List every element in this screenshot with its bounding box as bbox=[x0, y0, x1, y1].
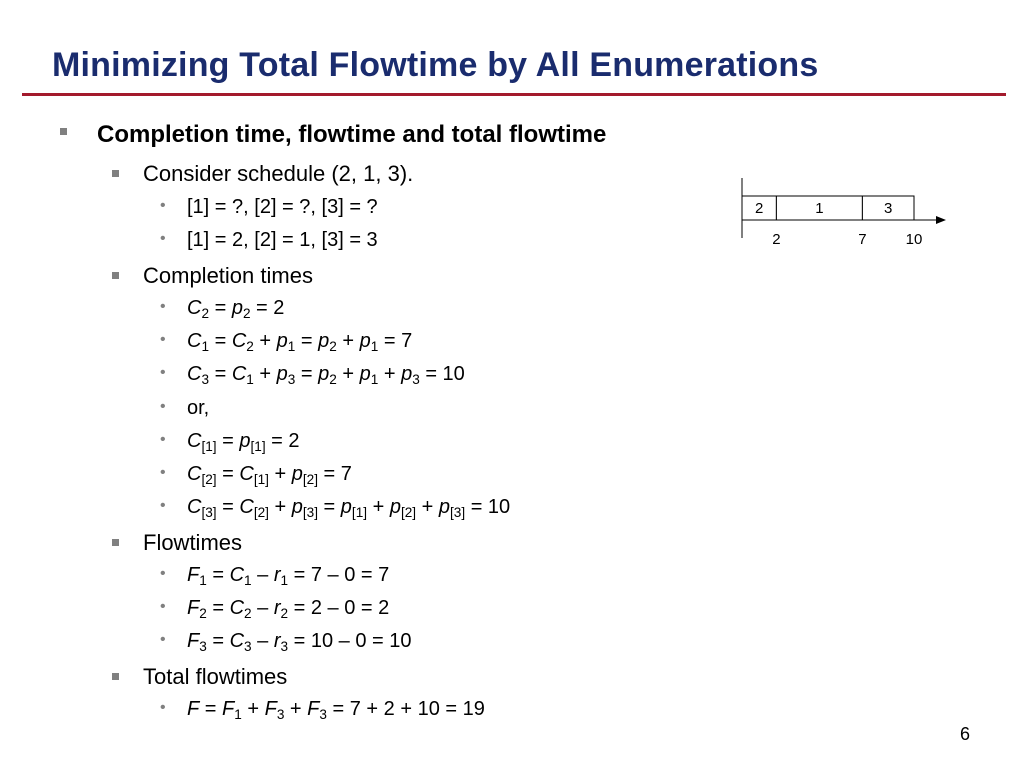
position-question: [1] = ?, [2] = ?, [3] = ? bbox=[187, 196, 378, 218]
completion-heading: Completion times bbox=[143, 263, 313, 288]
title-divider bbox=[22, 93, 1006, 96]
flowtimes-heading: Flowtimes bbox=[143, 530, 243, 555]
dot-bullet-icon: • bbox=[160, 364, 166, 381]
gantt-tick-label: 2 bbox=[772, 231, 781, 248]
dot-bullet-icon: • bbox=[160, 631, 166, 648]
or-text: or, bbox=[187, 397, 210, 419]
consider-text: Consider schedule (2, 1, 3). bbox=[143, 161, 414, 186]
equation-c-pos1: $C_{[1]} = p_{[1]} = 2$ bbox=[187, 430, 300, 454]
arrow-right-icon bbox=[936, 216, 946, 224]
dot-bullet-icon: • bbox=[160, 298, 166, 315]
heading-text: Completion time, flowtime and total flowtime bbox=[97, 121, 607, 148]
dot-bullet-icon: • bbox=[160, 598, 166, 615]
gantt-job-label: 3 bbox=[884, 200, 893, 217]
square-bullet-icon bbox=[112, 170, 119, 177]
equation-total: $F = F_1 + F_3 + F_3 = 7 + 2 + 10 = 19$ bbox=[187, 698, 485, 722]
total-flowtimes-heading: Total flowtimes bbox=[143, 664, 288, 689]
equation-c3: $C_3 = C_1 + p_3 = p_2 + p_1 + p_3 = 10$ bbox=[187, 363, 465, 387]
equation-f2: $F_2 = C_2 - r_2 = 2 - 0 = 2$ bbox=[187, 597, 390, 621]
page-number: 6 bbox=[959, 724, 970, 744]
dot-bullet-icon: • bbox=[160, 565, 166, 582]
dot-bullet-icon: • bbox=[160, 331, 166, 348]
position-answer: [1] = 2, [2] = 1, [3] = 3 bbox=[187, 229, 378, 251]
equation-c-pos2: $C_{[2]} = C_{[1]} + p_{[2]} = 7$ bbox=[187, 463, 352, 487]
gantt-chart bbox=[730, 178, 960, 258]
dot-bullet-icon: • bbox=[160, 398, 166, 415]
equation-c2: $C_2 = p_2 = 2$ bbox=[187, 297, 285, 321]
gantt-tick-label: 10 bbox=[905, 231, 923, 248]
gantt-job-label: 2 bbox=[755, 200, 764, 217]
equation-f1: $F_1 = C_1 - r_1 = 7 - 0 = 7$ bbox=[187, 564, 390, 588]
dot-bullet-icon: • bbox=[160, 699, 166, 716]
dot-bullet-icon: • bbox=[160, 230, 166, 247]
square-bullet-icon bbox=[60, 128, 67, 135]
gantt-job-label: 1 bbox=[815, 200, 824, 217]
dot-bullet-icon: • bbox=[160, 197, 166, 214]
slide-title: Minimizing Total Flowtime by All Enumerations bbox=[52, 46, 819, 84]
square-bullet-icon bbox=[112, 673, 119, 680]
square-bullet-icon bbox=[112, 539, 119, 546]
dot-bullet-icon: • bbox=[160, 431, 166, 448]
gantt-tick-label: 7 bbox=[858, 231, 867, 248]
dot-bullet-icon: • bbox=[160, 464, 166, 481]
equation-c-pos3: $C_{[3]} = C_{[2]} + p_{[3]} = p_{[1]} + p_{[2]} + p_{[3]} = 10$ bbox=[187, 496, 511, 520]
dot-bullet-icon: • bbox=[160, 497, 166, 514]
square-bullet-icon bbox=[112, 272, 119, 279]
equation-f3: $F_3 = C_3 - r_3 = 10 - 0 = 10$ bbox=[187, 630, 412, 654]
equation-c1: $C_1 = C_2 + p_1 = p_2 + p_1 = 7$ bbox=[187, 330, 413, 354]
